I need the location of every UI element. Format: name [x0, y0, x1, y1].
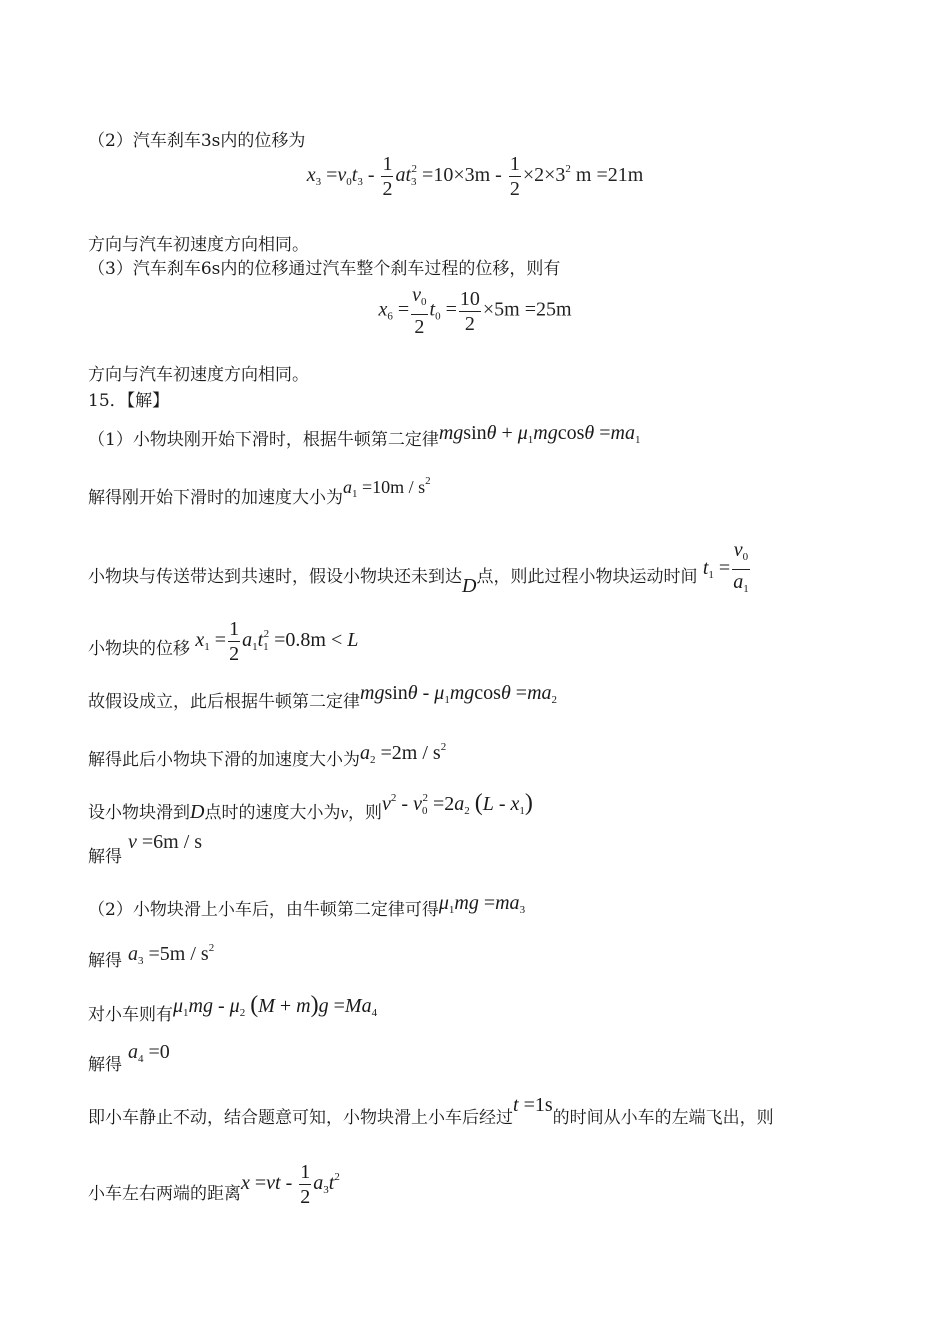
eq-newton2: $mgsin\theta - \mu_1mgcos\theta =ma_2$ — [360, 682, 558, 706]
p2-cart — [88, 992, 378, 1032]
p2-solve-a3: 解得 — [88, 951, 122, 971]
p1-after — [88, 742, 446, 777]
p1-disp — [88, 618, 359, 674]
p1-assume-text: 故假设成立，此后根据牛顿第二定律 — [88, 692, 360, 712]
s3-direction: 方向与汽车初速度方向相同。 — [88, 365, 309, 385]
p1-intro — [88, 422, 641, 457]
p2-cart-text: 对小车则有 — [88, 1005, 173, 1025]
point-d-2: D — [190, 801, 205, 823]
eq-a2: $a_2 =2m / s^2$ — [360, 741, 447, 766]
eq-t1: $t_1$ = $\frac{v_0}{a_1}$ — [702, 539, 749, 595]
p2-static-b: 的时间从小车的左端飞出，则 — [552, 1108, 774, 1128]
p2-distance — [88, 1161, 340, 1219]
s3-intro: （3）汽车刹车6s内的位移通过汽车整个刹车过程的位移，则有 — [88, 259, 561, 279]
p2-solve-a4: 解得 — [88, 1055, 122, 1075]
p1-intro-text: （1）小物块刚开始下滑时，根据牛顿第二定律 — [88, 430, 439, 450]
p2-intro — [88, 892, 526, 927]
p1-solve: 解得 — [88, 847, 122, 867]
p1-after-text: 解得此后小物块下滑的加速度大小为 — [88, 750, 360, 770]
eq-x: x =vt - $\frac{1}{2}$ $a_3t^2$ — [241, 1161, 340, 1208]
p1-speed-c: ，则 — [348, 803, 382, 823]
p1-speed — [88, 790, 533, 830]
p2-static — [88, 1094, 774, 1129]
p2-intro-text: （2）小物块滑上小车后，由牛顿第二定律可得 — [88, 900, 439, 920]
p1-disp-text: 小物块的位移 — [88, 639, 190, 660]
eq-a3: $a_3 =5m / s^2$ — [128, 942, 215, 967]
p1-common-tail: 点，则此过程小物块运动时间 — [476, 567, 698, 588]
p1-speed-a: 设小物块滑到 — [88, 803, 190, 823]
eq-v: v =6m / s — [128, 831, 203, 853]
point-d: D — [462, 575, 477, 598]
eq-t: t =1s — [513, 1094, 553, 1116]
p2-distance-text: 小车左右两端的距离 — [88, 1184, 241, 1205]
q15-heading: 15．【解】 — [88, 391, 170, 411]
p1-result — [88, 475, 431, 515]
eq-x3: $x_3 =v_0t_3$ - $\frac{1}{2}$ $at_3^2 =10\times 3m$ - $\frac{1}{2}$ $\times 2\times 3^2$ m =21m — [306, 153, 644, 200]
p2-static-a: 即小车静止不动，结合题意可知，小物块滑上小车后经过 — [88, 1108, 513, 1128]
eq-kinematic: $v^2 - v_0^2 =2a_2$ $(L - x_1)$ — [382, 790, 533, 817]
eq-newton1: $mgsin\theta + \mu_1mgcos\theta =ma_1$ — [438, 422, 641, 446]
p1-result-text: 解得刚开始下滑时的加速度大小为 — [88, 488, 343, 508]
eq-cart: $\mu_1mg - \mu_2$ $(M + m)g =Ma_4$ — [173, 992, 378, 1019]
eq-a1: $a_1 =10m / s^2$ — [343, 475, 431, 500]
eq-x6: $x_6$ = $\frac{v_0}{2}$ $t_0$ = $\frac{10}{2}$ ×5m =25m — [378, 284, 572, 338]
p1-assume — [88, 682, 558, 719]
eq-x1: $x_1$ = $\frac{1}{2}$ $a_1t_1^2 =0.8m < L$ — [195, 618, 359, 665]
eq-newton3: $\mu_1mg =ma_3$ — [438, 892, 526, 916]
p1-speed-b: 点时的速度大小为 — [204, 803, 341, 823]
s2-direction: 方向与汽车初速度方向相同。 — [88, 235, 309, 255]
speed-var: v — [340, 803, 348, 822]
s2-intro: （2）汽车刹车3s内的位移为 — [88, 131, 306, 151]
p1-common — [88, 539, 752, 609]
p1-common-text: 小物块与传送带达到共速时，假设小物块还未到达 — [88, 567, 462, 588]
eq-a4: $a_4 =0$ — [128, 1041, 170, 1065]
